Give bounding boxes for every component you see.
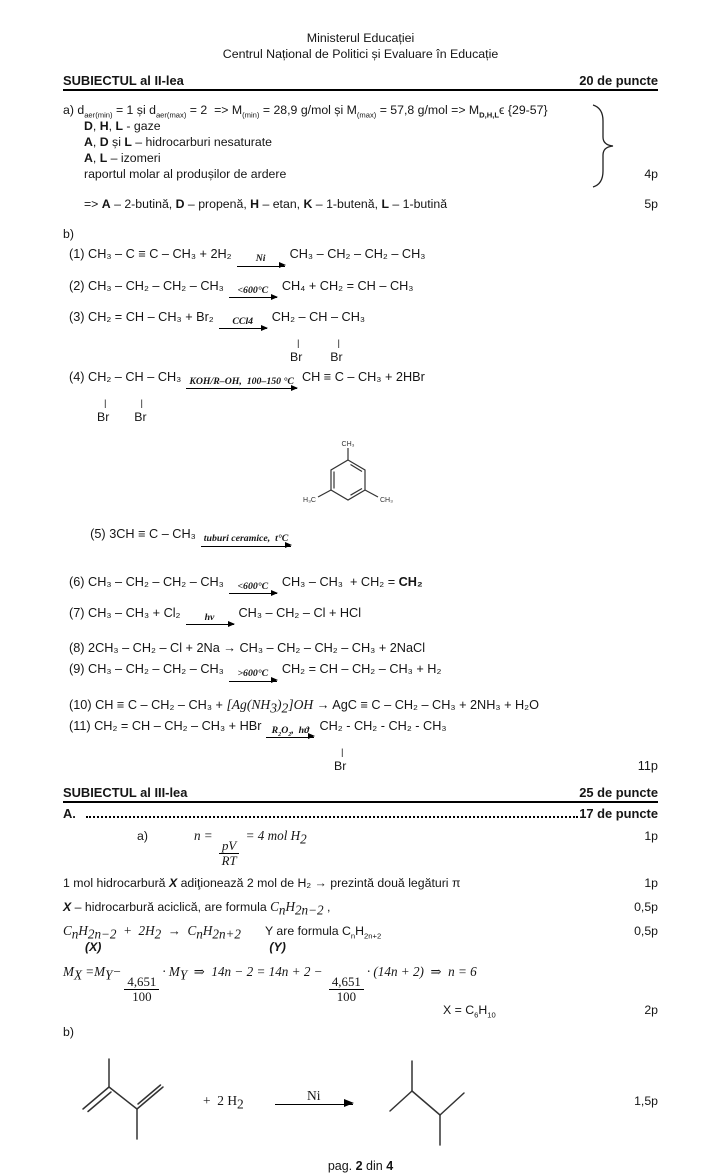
equation-10: (10) CH ≡ $C - CH_2 - CH_3 + [Ag(NH_3)_2]OH$ → AgC ≡ C – CH₂ – CH₃ + 2NH₃ + H₂O [69, 696, 539, 716]
subject3-a-label: A. [63, 805, 76, 821]
mole-equation: a) n = $\frac{pV}{RT}$ = 4 mol $H_2$ [137, 827, 307, 869]
subject2-title: SUBIECTUL al II-lea [63, 73, 184, 89]
curly-brace [590, 103, 616, 189]
hydrogenation-statement: 1 mol hidrocarbură X adiţionează 2 mol de H₂ → prezintă două legături π [63, 875, 461, 890]
points-1p-a: 1p [644, 828, 658, 843]
dimethylbutane-structure [382, 1049, 472, 1153]
answer-a-line1: a) $d_{aer(min)} = 1$ și $d_{aer(max)} = 2 => M_{(min)} = 28,9$ g/mol și $M_{(max)} = 57,8$ $g/mol => M_{D,H,L}\epsilon$ {29-57} [63, 103, 548, 120]
subject2-b-label: b) [63, 227, 74, 242]
equation-11-br-row [69, 758, 658, 774]
answer-a-block [63, 102, 658, 182]
formula-x-statement: X – hidrocarbură aciclică, are formula $C_nH_{2n-2}$ , [63, 898, 331, 918]
molar-mass-equation: $M_X =M_Y-$ $\frac{4,651}{100}$ · $M_Y$ ⇒ 14n − 2 = 14n + 2 − $\frac{4,651}{100}$ · (14n + 2) ⇒ n = 6 [63, 963, 477, 1005]
equation-6: (6) CH₃ – CH₂ – CH₂ – CH₃ <600°C CH₃ – CH₃ + CH₂ = CH₂ [69, 574, 658, 600]
subject3-heading [63, 785, 658, 803]
header-line2: Centrul Național de Politici și Evaluare în Educație [222, 47, 499, 62]
diene-structure [75, 1049, 173, 1153]
subject2-heading [63, 73, 658, 91]
equation-1: (1) CH₃ – C ≡ C – CH₃ + 2H₂ Ni CH₃ – CH₂ – CH₂ – CH₃ [69, 246, 658, 272]
points-1p-b: 1p [644, 875, 658, 890]
equation-7: (7) CH₃ – CH₃ + Cl₂ hν CH₃ – CH₂ – Cl + HCl [69, 605, 658, 631]
x-result-row [63, 1002, 658, 1020]
points-05p-a: 0,5p [634, 899, 658, 914]
equations-block [69, 246, 658, 774]
answer-a-result: => A – 2-butină, D – propenă, H – etan, K – 1-butenă, L – 1-butină [84, 197, 448, 212]
subject2-points: 20 de puncte [579, 73, 658, 89]
points-11p: 11p [637, 758, 658, 773]
equation-4: (4) CH₂ – CH – CH₃ KOH/R–OH, 100–150 °C CH ≡ C – CH₃ + 2HBr [69, 369, 658, 395]
xy-labels-row: (X) (Y) [85, 939, 286, 954]
answer-a-line2: D, H, L - gaze [84, 119, 161, 134]
hydrogenation-statement-row [63, 875, 658, 892]
points-17: 17 de puncte [579, 805, 658, 821]
subject3-points: 25 de puncte [579, 784, 658, 800]
equation-2: (2) CH₃ – CH₂ – CH₂ – CH₃ <600°C CH₄ + CH₂ = CH – CH₃ [69, 278, 658, 304]
equation-4-bond-pipes: | | [104, 398, 143, 410]
tmb-right-label: CH₃ [380, 497, 394, 505]
equation-9: (9) CH₃ – CH₂ – CH₂ – CH₃ >600°C CH₂ = CH – CH₂ – CH₃ + H₂ [69, 661, 658, 687]
equation-11: (11) CH₂ = CH – CH₂ – CH₃ + HBr $R_2O_2$, hϑ CH₂ - CH₂ - CH₂ - CH₃ [69, 718, 447, 738]
equation-3: (3) CH₂ = CH – CH₃ + Br₂ CCl4 CH₂ – CH – CH₃ [69, 309, 658, 335]
points-4p: 4p [644, 167, 658, 182]
subject3-title: SUBIECTUL al III-lea [63, 784, 188, 800]
answer-a-line4: A, L – izomeri [84, 151, 161, 166]
ministry-header [63, 30, 658, 62]
tmb-top-label: CH₃ [341, 441, 355, 449]
equation-3-bond-pipes: | | [297, 338, 340, 350]
points-15p: 1,5p [634, 1093, 658, 1108]
points-5p: 5p [644, 197, 658, 212]
trimethylbenzene-structure [296, 441, 396, 508]
header-line1: Ministerul Educației [306, 31, 415, 45]
ni-arrow [275, 1089, 353, 1113]
formula-y-equation: $C_nH_{2n-2} + 2H_2 \to C_nH_{2n+2}$ Y are formula $C_nH_{2n+2}$ [63, 922, 382, 942]
dotted-leader [86, 816, 578, 818]
reaction-b-row [63, 1043, 658, 1159]
equation-3-br-labels: Br Br [290, 350, 343, 365]
equation-5: (5) 3CH ≡ C – CH₃ tuburi ceramice, t°C CH₃ H₃C CH₃ [69, 478, 658, 568]
equation-11-br-label: Br [334, 758, 347, 773]
points-05p-b: 0,5p [634, 923, 658, 938]
formula-y-row [63, 922, 658, 940]
answer-a-result-row [63, 197, 658, 211]
subject3-b-label: b) [63, 1024, 74, 1039]
points-2p: 2p [644, 1002, 658, 1017]
answer-a-line5-row [63, 166, 658, 182]
plus-2h2: + 2 $H_2$ [203, 1092, 244, 1112]
equation-8: (8) 2CH₃ – CH₂ – Cl + 2Na → CH₃ – CH₂ – CH₂ – CH₃ + 2NaCl [69, 641, 426, 656]
x-result: $X = C_6H_{10}$ [443, 1002, 496, 1020]
equation-4-br-labels: Br Br [97, 410, 147, 425]
page-footer: pag. 2 din 4 [327, 1158, 394, 1173]
ni-condition: Ni [306, 1087, 321, 1103]
answer-a-line5: raportul molar al produșilor de ardere [84, 167, 287, 182]
subject3-a-row [63, 806, 658, 821]
formula-x-row [63, 898, 658, 916]
tmb-left-label: H₃C [303, 497, 317, 505]
answer-a-line3: A, D și L – hidrocarburi nesaturate [84, 135, 272, 150]
mole-equation-row [63, 827, 658, 869]
equation-11-bond-pipe: | [341, 746, 344, 758]
